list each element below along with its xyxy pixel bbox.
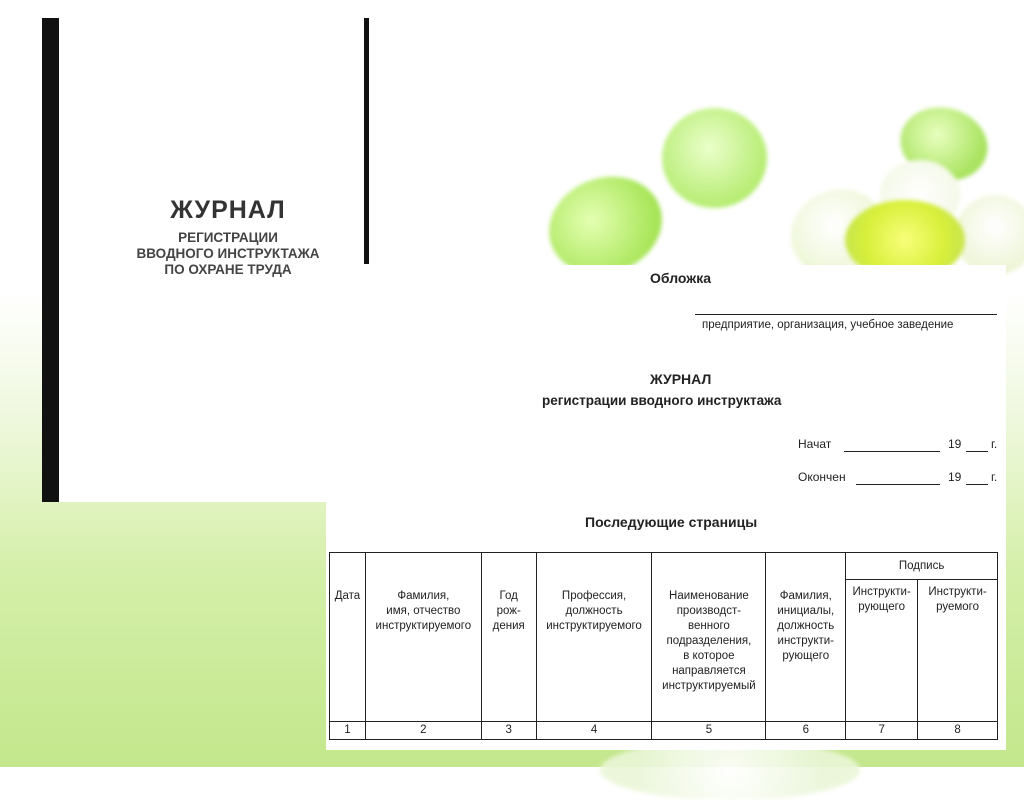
header-line: Профессия, <box>561 590 627 602</box>
column-number: 6 <box>766 722 846 740</box>
column-header-date <box>330 553 366 722</box>
header-line: Фамилия, <box>779 590 832 602</box>
background-flower-petal <box>955 195 1024 275</box>
header-line: Инструкти- <box>928 586 987 598</box>
header-line: венного <box>688 620 730 632</box>
ended-date-blank <box>856 484 940 485</box>
cover-title: ЖУРНАЛ <box>170 196 286 224</box>
header-line: инициалы, <box>777 605 835 617</box>
journal-subtitle: регистрации вводного инструктажа <box>542 393 782 408</box>
column-header-department <box>652 553 766 722</box>
header-line: инструктируемый <box>662 680 756 692</box>
header-line: должность <box>565 605 623 617</box>
header-line: имя, отчество <box>386 605 461 617</box>
header-line: инструкти- <box>777 635 835 647</box>
header-line: в которое <box>683 650 735 662</box>
started-year-prefix: 19 <box>948 437 962 451</box>
column-header-profession <box>536 553 652 722</box>
column-number: 1 <box>330 722 366 740</box>
header-line: Наименование <box>669 590 749 602</box>
background-petal <box>662 108 767 208</box>
header-line: должность <box>777 620 835 632</box>
column-number: 2 <box>365 722 481 740</box>
ended-year-prefix: 19 <box>948 470 962 484</box>
header-line: дения <box>492 620 525 632</box>
column-header-signature: Подпись <box>846 553 998 580</box>
header-line: подразделения, <box>666 635 752 647</box>
header-line: руемого <box>936 601 980 613</box>
next-pages-heading: Последующие страницы <box>585 514 758 530</box>
column-number: 4 <box>536 722 652 740</box>
column-header-signature-instructor <box>846 580 918 722</box>
column-number-row <box>330 722 998 740</box>
ended-year-suffix: г. <box>991 470 998 484</box>
ended-year-blank <box>966 484 988 485</box>
column-number: 7 <box>846 722 918 740</box>
column-number: 5 <box>652 722 766 740</box>
header-line: Инструкти- <box>852 586 911 598</box>
org-caption: предприятие, организация, учебное заведение <box>702 319 954 331</box>
column-header-instructor <box>766 553 846 722</box>
cover-subtitle-line: ВВОДНОГО ИНСТРУКТАЖА <box>136 246 320 261</box>
org-blank-line <box>695 314 997 315</box>
started-label: Начат <box>798 437 832 451</box>
header-line: инструктируемого <box>375 620 472 632</box>
cover-subtitle-line: РЕГИСТРАЦИИ <box>178 230 278 245</box>
ended-label: Окончен <box>798 470 846 484</box>
header-line: Фамилия, <box>397 590 450 602</box>
column-number: 3 <box>481 722 536 740</box>
started-year-blank <box>966 451 988 452</box>
header-line: направляется <box>672 665 746 677</box>
cover-heading: Обложка <box>650 270 711 286</box>
column-header-signature-instructed <box>918 580 998 722</box>
column-header-name <box>365 553 481 722</box>
header-line: Год <box>499 590 518 602</box>
cover-edge <box>364 18 369 264</box>
started-year-suffix: г. <box>991 437 998 451</box>
started-date-blank <box>844 451 940 452</box>
header-line: рующего <box>782 650 830 662</box>
header-line: производст- <box>676 605 742 617</box>
journal-title: ЖУРНАЛ <box>650 371 712 387</box>
header-line: рующего <box>858 601 905 613</box>
column-header-birth-year <box>481 553 536 722</box>
header-line: инструктируемого <box>546 620 642 632</box>
header-line: Дата <box>334 590 361 602</box>
header-line: рож- <box>496 605 521 617</box>
cover-subtitle-line: ПО ОХРАНЕ ТРУДА <box>164 262 292 277</box>
registration-table <box>329 552 998 740</box>
column-number: 8 <box>918 722 998 740</box>
